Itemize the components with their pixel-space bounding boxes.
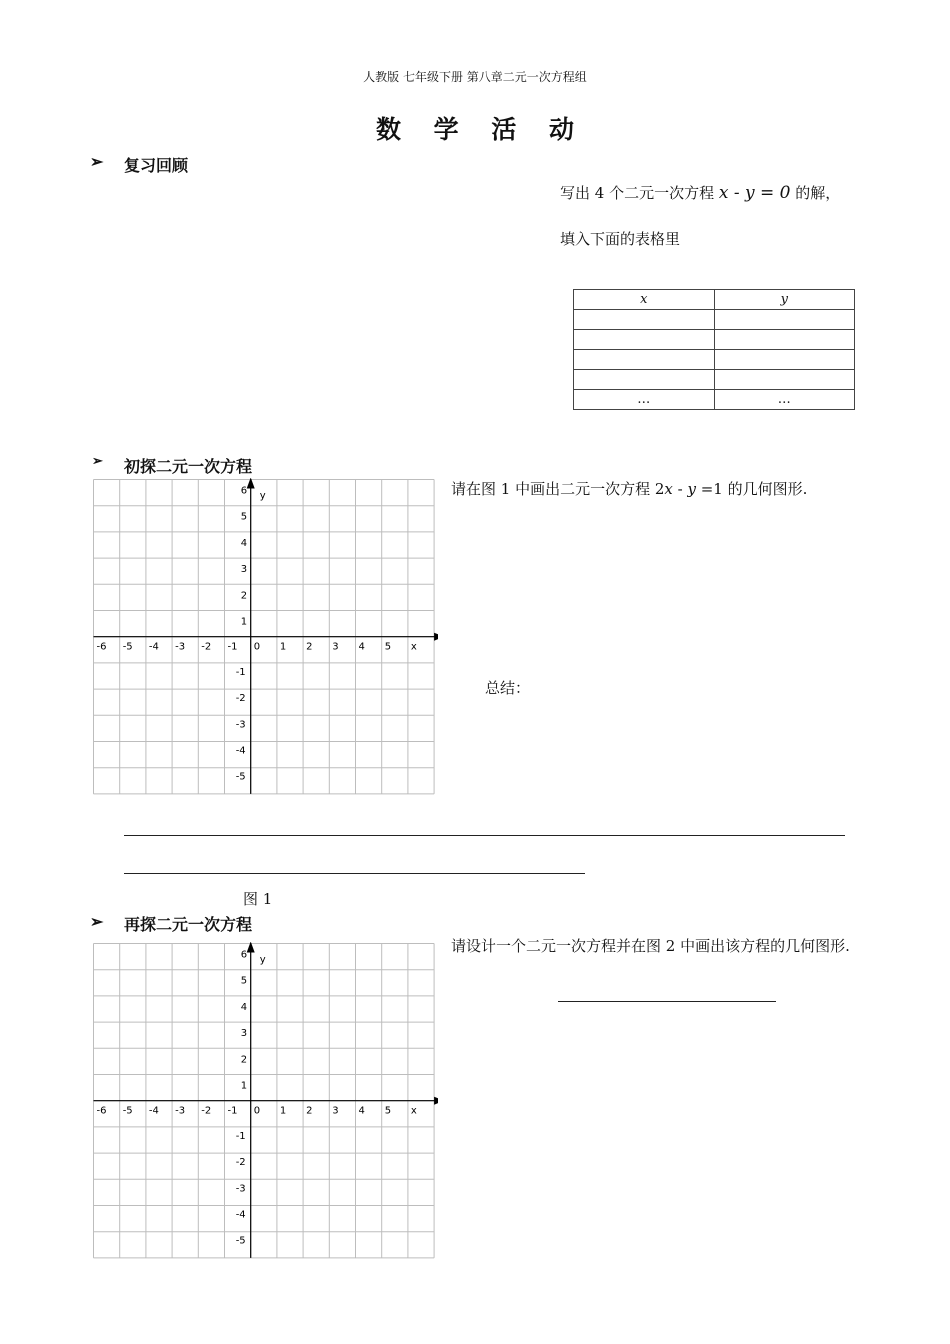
answer-line[interactable]	[124, 873, 585, 874]
review-prompt-line2: 填入下面的表格里	[560, 230, 681, 248]
reexplore-prompt: 请设计一个二元一次方程并在图 2 中画出该方程的几何图形.	[451, 937, 850, 955]
page-header: 人教版 七年级下册 第八章二元一次方程组	[363, 70, 587, 84]
y-tick-label: 1	[240, 1080, 248, 1092]
explore-prompt-x: x	[664, 480, 673, 498]
y-tick-label: -3	[235, 719, 246, 731]
y-tick-label: 2	[240, 1054, 248, 1066]
y-axis-label: y	[259, 954, 266, 966]
answer-line[interactable]	[124, 835, 845, 836]
table-cell[interactable]	[574, 310, 715, 330]
table-cell[interactable]	[714, 330, 855, 350]
bullet-icon: ➢	[90, 152, 104, 171]
explore-prompt	[451, 476, 807, 502]
x-tick-label: -4	[148, 641, 159, 653]
y-tick-label: 4	[240, 537, 248, 549]
table-cell[interactable]	[574, 330, 715, 350]
section-heading-reexplore: 再探二元一次方程	[124, 915, 253, 934]
x-axis-arrow-icon	[434, 1097, 438, 1105]
x-tick-label: -5	[122, 1105, 133, 1117]
table-row	[574, 310, 855, 330]
explore-prompt-y: y	[687, 480, 696, 498]
section-heading-review: 复习回顾	[124, 156, 189, 175]
table-cell[interactable]	[714, 350, 855, 370]
bullet-icon: ➢	[90, 912, 104, 931]
y-tick-label: 3	[240, 564, 248, 576]
table-cell[interactable]	[574, 350, 715, 370]
x-tick-label: 4	[358, 1105, 365, 1117]
explore-prompt-minus: -	[672, 480, 688, 498]
review-prompt-text: 写出 4 个二元一次方程	[560, 184, 715, 202]
y-tick-label: -1	[235, 1130, 246, 1142]
y-tick-label: -2	[235, 693, 246, 705]
table-row	[574, 350, 855, 370]
table-cell[interactable]	[714, 370, 855, 390]
page-title: 数 学 活 动	[375, 115, 587, 144]
x-tick-label: -4	[148, 1105, 159, 1117]
x-tick-label: 5	[384, 641, 392, 653]
y-tick-label: -2	[235, 1157, 246, 1169]
x-tick-label: -6	[96, 1105, 107, 1117]
x-tick-label: -2	[201, 1105, 212, 1117]
table-cell: …	[714, 390, 855, 410]
solution-table	[573, 289, 855, 410]
y-tick-label: 6	[240, 949, 248, 961]
y-tick-label: -4	[235, 1209, 246, 1221]
x-tick-label: -3	[175, 641, 186, 653]
x-tick-label: 3	[332, 1105, 339, 1117]
section-heading-explore: 初探二元一次方程	[124, 457, 253, 476]
y-tick-label: -4	[235, 745, 246, 757]
x-tick-label: -3	[175, 1105, 186, 1117]
table-cell[interactable]	[574, 370, 715, 390]
table-header-y: y	[714, 290, 855, 310]
explore-prompt-suffix: =1 的几何图形.	[695, 480, 808, 498]
table-row	[574, 390, 855, 410]
x-tick-label: -1	[227, 641, 238, 653]
y-tick-label: 6	[240, 485, 248, 497]
y-tick-label: 4	[240, 1001, 248, 1013]
table-cell: …	[574, 390, 715, 410]
explore-prompt-text: 请在图 1 中画出二元一次方程 2	[451, 480, 665, 498]
y-axis-label: y	[259, 490, 266, 502]
table-header-x: x	[574, 290, 715, 310]
bullet-icon: ➢	[92, 454, 103, 469]
y-tick-label: 3	[240, 1028, 248, 1040]
x-tick-label: 2	[306, 1105, 313, 1117]
x-tick-label: 0	[253, 641, 261, 653]
review-equation: x - y = 0	[718, 183, 791, 203]
y-tick-label: -5	[235, 1235, 246, 1247]
x-tick-label: 1	[279, 1105, 287, 1117]
x-tick-label: 5	[384, 1105, 392, 1117]
review-prompt	[560, 180, 840, 206]
x-tick-label: 4	[358, 641, 365, 653]
x-tick-label: x	[410, 1105, 417, 1117]
x-tick-label: -5	[122, 641, 133, 653]
x-tick-label: 3	[332, 641, 339, 653]
x-tick-label: -6	[96, 641, 107, 653]
x-tick-label: x	[410, 641, 417, 653]
x-tick-label: 2	[306, 641, 313, 653]
y-tick-label: 5	[240, 975, 248, 987]
y-tick-label: 2	[240, 590, 248, 602]
x-tick-label: -1	[227, 1105, 238, 1117]
figure-caption: 图 1	[243, 890, 273, 908]
review-prompt-suffix: 的解，	[795, 184, 841, 202]
x-tick-label: -2	[201, 641, 212, 653]
y-tick-label: -1	[235, 666, 246, 678]
x-tick-label: 1	[279, 641, 287, 653]
table-row	[574, 370, 855, 390]
x-axis-arrow-icon	[434, 633, 438, 641]
x-tick-label: 0	[253, 1105, 261, 1117]
coordinate-grid-1[interactable]	[92, 478, 438, 796]
summary-label: 总结：	[485, 679, 531, 697]
y-tick-label: -5	[235, 771, 246, 783]
answer-line[interactable]	[558, 1001, 776, 1002]
y-tick-label: 1	[240, 616, 248, 628]
coordinate-grid-2[interactable]	[92, 942, 438, 1260]
table-row	[574, 330, 855, 350]
y-tick-label: 5	[240, 511, 248, 523]
table-cell[interactable]	[714, 310, 855, 330]
y-tick-label: -3	[235, 1183, 246, 1195]
